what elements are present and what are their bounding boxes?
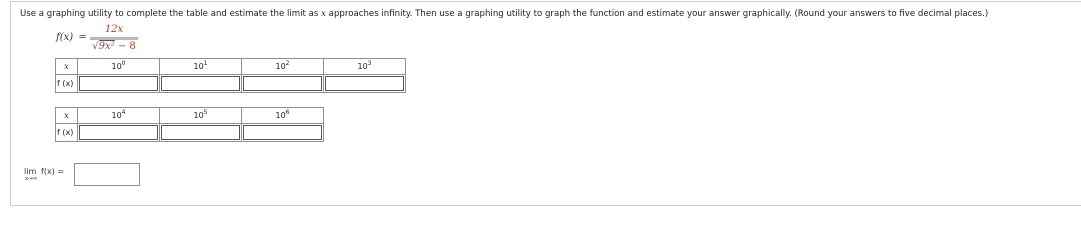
row-label-x: x xyxy=(56,108,78,124)
fraction-denominator xyxy=(90,41,138,52)
table-row-fx xyxy=(56,75,406,93)
fx-answer-input[interactable] xyxy=(79,125,158,140)
answer-cell xyxy=(78,75,160,93)
row-label-fx: f (x) xyxy=(56,75,78,93)
x-exponent: 5 xyxy=(203,109,208,116)
x-base: 10 xyxy=(111,111,122,120)
table-row-x xyxy=(56,108,324,124)
limit-answer-input[interactable] xyxy=(74,163,140,186)
lim-word: lim xyxy=(24,167,37,176)
fx-answer-input[interactable] xyxy=(325,76,404,91)
x-base: 10 xyxy=(111,62,122,71)
value-table-2 xyxy=(55,107,324,142)
x-exponent: 2 xyxy=(285,60,290,67)
table-row-fx xyxy=(56,124,324,142)
answer-cell xyxy=(324,75,406,93)
value-table-1 xyxy=(55,58,406,93)
equals-sign: = xyxy=(78,32,87,43)
table-row-x xyxy=(56,59,406,75)
fx-answer-input[interactable] xyxy=(161,76,240,91)
instructions-text-end: approaches infinity. Then use a graphing utility to graph the function and estimate your answer graphically. (Round your answers to five decimal places.) xyxy=(325,9,989,19)
x-exponent: 4 xyxy=(121,109,126,116)
x-base: 10 xyxy=(193,62,204,71)
denominator-tail: − 8 xyxy=(114,41,136,52)
x-exponent: 1 xyxy=(203,60,208,67)
row-label-x: x xyxy=(56,59,78,75)
instructions-text-start: Use a graphing utility to complete the table and estimate the limit as xyxy=(20,9,322,19)
question-instructions xyxy=(20,9,988,19)
x-base: 10 xyxy=(357,62,368,71)
sqrt-icon: √ xyxy=(92,41,99,52)
fx-answer-input[interactable] xyxy=(79,76,158,91)
answer-cell xyxy=(242,124,324,142)
x-value-header xyxy=(78,108,160,124)
question-panel xyxy=(10,1,1081,206)
answer-cell xyxy=(160,124,242,142)
x-value-header xyxy=(160,59,242,75)
x-value-header xyxy=(160,108,242,124)
function-name: f(x) xyxy=(56,32,74,43)
x-value-header xyxy=(78,59,160,75)
fx-answer-input[interactable] xyxy=(243,76,322,91)
fx-answer-input[interactable] xyxy=(243,125,322,140)
answer-cell xyxy=(242,75,324,93)
x-base: 10 xyxy=(275,111,286,120)
fx-answer-input[interactable] xyxy=(161,125,240,140)
instructions-variable: x xyxy=(321,9,326,19)
fraction-numerator: 12x xyxy=(104,24,124,35)
lim-function: f(x) = xyxy=(41,167,65,176)
x-value-header xyxy=(324,59,406,75)
x-base: 10 xyxy=(275,62,286,71)
answer-cell xyxy=(160,75,242,93)
function-fraction xyxy=(90,24,138,52)
x-exponent: 6 xyxy=(285,109,290,116)
x-base: 10 xyxy=(193,111,204,120)
x-exponent: 0 xyxy=(121,60,126,67)
row-label-fx: f (x) xyxy=(56,124,78,142)
x-value-header xyxy=(242,108,324,124)
lim-subscript: x→∞ xyxy=(25,176,38,182)
function-lhs xyxy=(56,32,87,43)
answer-cell xyxy=(78,124,160,142)
x-value-header xyxy=(242,59,324,75)
x-exponent: 3 xyxy=(367,60,372,67)
radicand: 9x² xyxy=(98,41,115,52)
